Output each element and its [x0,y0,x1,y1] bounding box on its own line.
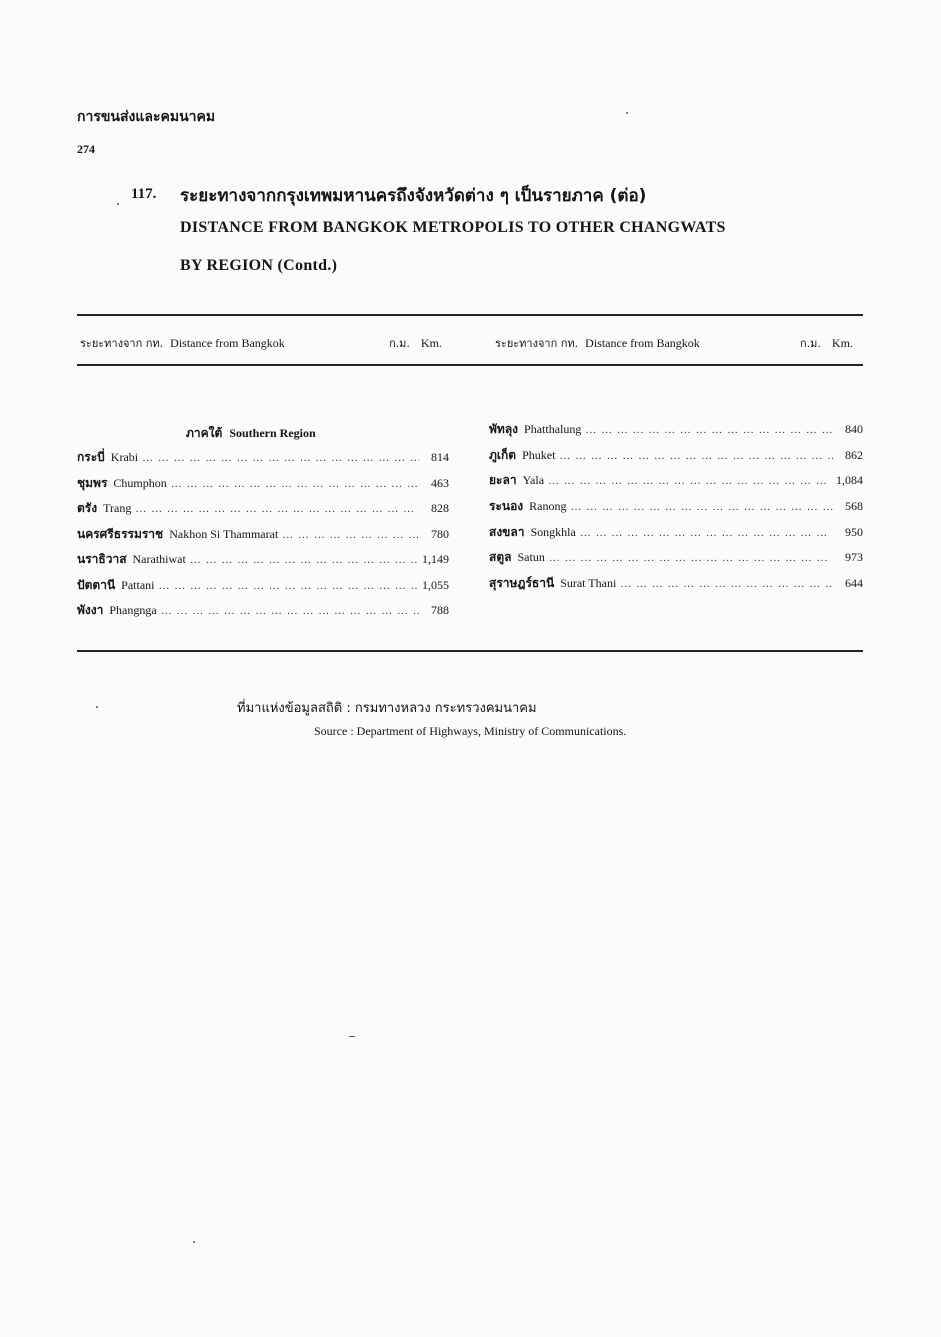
region-label-thai: ภาคใต้ [186,426,223,440]
province-thai: พัทลุง [489,422,519,436]
table-row [489,548,863,574]
table-row [77,550,449,576]
province-english: Krabi [110,450,139,464]
table-row [489,446,863,472]
column-label-english: Distance from Bangkok [170,336,285,350]
unit-thai: ก.ม. [800,337,821,350]
leader-dots [142,452,419,464]
column-unit-right [800,334,853,352]
province-english: Narathiwat [132,552,186,566]
running-header: การขนส่งและคมนาคม [77,109,216,125]
leader-dots [549,552,833,564]
table-row [77,576,449,602]
table-top-rule [77,314,863,316]
table-row [489,471,863,497]
distance-value: 568 [845,499,863,514]
province-english: Surat Thani [560,576,617,591]
leader-dots [580,527,833,539]
province-thai: ตรัง [77,501,98,515]
province-thai: ภูเก็ต [489,447,517,462]
table-row [489,497,863,523]
province-english: Phatthalung [524,422,582,436]
table-row [77,474,449,500]
unit-english: Km. [420,336,442,350]
province-english: Nakhon Si Thammarat [169,526,279,541]
distance-value: 840 [845,422,863,436]
distance-value: 644 [845,576,863,591]
table-row [489,523,863,549]
table-row [489,420,863,446]
province-thai: นครศรีธรรมราช [77,526,164,541]
province-thai: สงขลา [489,524,525,539]
province-english: Songkhla [530,524,576,539]
province-thai: ระนอง [489,499,524,514]
source-thai: ที่มาแห่งข้อมูลสถิติ : กรมทางหลวง กระทรวงคมนาคม [237,701,537,716]
province-thai: นราธิวาส [77,552,127,566]
leader-dots [282,529,419,541]
column-header-right [495,334,700,352]
column-label-thai: ระยะทางจาก กท. [80,337,164,350]
leader-dots [620,578,833,590]
table-row [77,448,449,474]
header-bottom-rule [77,364,863,366]
scan-speck [193,1241,195,1243]
leader-dots [559,450,833,462]
province-thai: สุราษฎร์ธานี [489,576,555,591]
distance-value: 788 [431,603,449,617]
province-english: Ranong [529,499,567,514]
distance-value: 814 [431,450,449,464]
province-english: Satun [517,550,545,565]
column-header-left [80,334,285,352]
region-label-english: Southern Region [229,426,316,440]
province-thai: ยะลา [489,473,517,488]
distance-value: 828 [431,501,449,515]
right-column [489,420,863,600]
table-title-english: DISTANCE FROM BANGKOK METROPOLIS TO OTHER CHANGWATS [180,219,726,236]
leader-dots [161,605,419,617]
province-thai: ชุมพร [77,475,108,490]
distance-value: 973 [845,550,863,565]
table-row [489,574,863,600]
province-english: Yala [522,473,545,488]
source-english: Source : Department of Highways, Ministry of Communications. [314,724,627,738]
leader-dots [585,424,833,436]
leader-dots [158,580,418,592]
province-thai: สตูล [489,550,512,565]
leader-dots [571,501,833,513]
province-english: Phuket [522,447,556,462]
unit-thai: ก.ม. [389,337,410,350]
leader-dots [171,478,419,490]
table-row [77,499,449,525]
province-english: Chumphon [113,475,167,490]
table-row [77,601,449,627]
province-thai: ปัตตานี [77,577,116,592]
left-column [77,448,449,627]
distance-value: 463 [431,475,449,490]
column-label-english: Distance from Bangkok [585,336,700,350]
column-unit-left [389,334,442,352]
province-english: Trang [103,501,132,515]
leader-dots [548,475,832,487]
province-english: Pattani [121,577,155,592]
distance-value: 1,149 [422,552,449,566]
province-thai: กระบี่ [77,450,105,464]
scan-speck [349,1036,355,1037]
table-bottom-rule [77,650,863,652]
table-number: 117. [131,186,157,202]
leader-dots [135,503,419,515]
distance-value: 1,055 [422,577,449,592]
scan-speck [117,203,119,205]
unit-english: Km. [831,336,853,350]
leader-dots [190,554,418,566]
distance-value: 950 [845,524,863,539]
page-number: 274 [77,142,95,156]
region-heading [186,424,316,443]
distance-value: 780 [431,526,449,541]
province-english: Phangnga [109,603,157,617]
scan-speck [626,112,628,114]
distance-value: 862 [845,447,863,462]
table-title-thai: ระยะทางจากกรุงเทพมหานครถึงจังหวัดต่าง ๆ เป็นรายภาค (ต่อ) [180,186,647,206]
column-label-thai: ระยะทางจาก กท. [495,337,579,350]
scan-speck [96,706,98,708]
distance-value: 1,084 [836,473,863,488]
table-title-english-line2: BY REGION (Contd.) [180,257,338,274]
table-row [77,525,449,551]
province-thai: พังงา [77,603,104,617]
